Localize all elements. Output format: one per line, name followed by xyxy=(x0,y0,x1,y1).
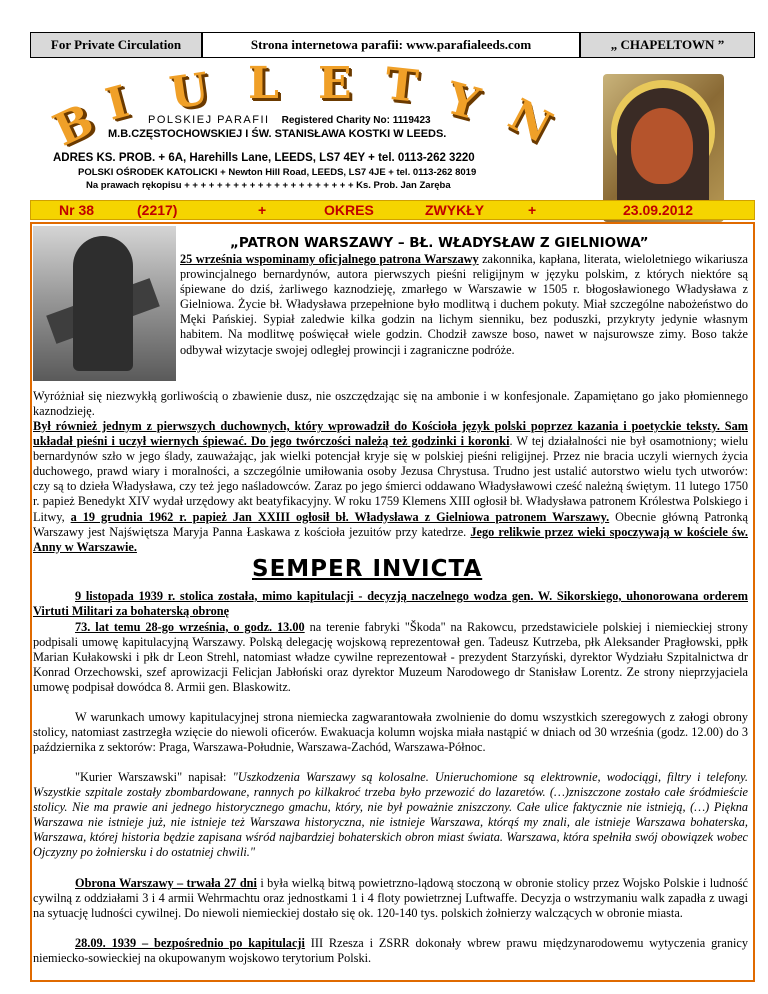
article-paragraph: 28.09. 1939 – bezpośrednio po kapitulacji III Rzesza i ZSRR dokonały wbrew prawu międzynarodowemu wytyczenia granicy niemiecko-sowieckiej na okupowanym wojskowo terytorium Polski. xyxy=(33,936,748,966)
article-paragraph: Był również jednym z pierwszych duchownych, który wprowadził do Kościoła język polski poprzez kazania i poetyckie teksty. Sam układał pieśni i uczył wiernych śpiewać. Do jego twórczości należą też godzinki i koronki. W tej działalności nie był osamotniony; wielu bernardynów szło w jego ślady, zauważając, jak wielki potencjał kryje się w polskiej pieśni religijnej. Przez nie bracia uczyli wiernych życia duchowego, prawd wiary i moralności, a szczególnie umiłowania osoby Jezusa Chrystusa. Trudno jest ustalić autorstwo wielu tych utworów: czy są to dzieła Władysława, czy też jego naśladowców. Zaraz po jego śmierci oddawano Władysławowi cześć należną świętym. 11 lutego 1750 r. papież Benedykt XIV wydał urzędowy akt beatyfikacyjny. W roku 1759 Klemens XIII ogłosił bł. Władysława patronem Królestwa Polskiego i Litwy, a 19 grudnia 1962 r. papież Jan XXIII ogłosił bł. Władysława z Gielniowa patronem Warszawy. Obecnie główną Patronką Warszawy jest Najświętsza Maryja Panna Łaskawa z kościoła jezuitów przy katedrze. Jego relikwie przez wieki spoczywają w kościele św. Anny w Warszawie. xyxy=(33,419,749,554)
chapeltown-label: „ CHAPELTOWN ” xyxy=(580,32,755,58)
top-bar xyxy=(30,32,755,58)
period-label: OKRES xyxy=(324,202,374,218)
article-paragraph: 9 listopada 1939 r. stolica została, mimo kapitulacji - decyzją naczelnego wodza gen. W. Sikorskiego, uhonorowana orderem Virtuti Militari za bohaterską obronę xyxy=(33,589,748,619)
article-paragraph: W warunkach umowy kapitulacyjnej strona niemiecka zagwarantowała zwolnienie do domu wszystkich szeregowych z załogi obrony stolicy, natomiast zastrzegła wzięcie do niewoli oficerów. Ewakuacja kolumn wojska miała nastąpić w dniach od 30 września (godz. 12.00) do 3 października z sektorów: Praga, Warszawa-Południe, Warszawa-Zachód, Warszawa-Północ. xyxy=(33,710,748,755)
band-separator: + xyxy=(528,202,537,218)
lead-emphasis: 25 września wspominamy oficjalnego patrona Warszawy xyxy=(180,252,479,266)
article-title: „PATRON WARSZAWY – BŁ. WŁADYSŁAW Z GIELNIOWA” xyxy=(230,235,649,251)
article-lead: 25 września wspominamy oficjalnego patrona Warszawy zakonnika, kapłana, literata, wieloletniego wikariusza prowincjalnego bernardynów, autora pierwszych pieśni religijnym w języku polskim, z których niektóre są śpiewane do dziś, żarliwego kaznodzieję, zmarłego w Warszawie w 1505 r. błogosławionego Władysława z Gielniowa. Życie bł. Władysława przepełnione było modlitwą i duchem pokuty. Miał szczególne nabożeństwo do Męki Pańskiej. Sypiał zaledwie kilka godzin na lichym sienniku, bez poduszki, przykryty jedynie własnym habitem. Na modlitwę poświęcał wiele godzin. Chodził zawsze boso, nawet w najsurowsze zimy. Boso także odbywał wizytacje swojej odległej prowincji i zagraniczne podróże. xyxy=(180,252,748,357)
website-label: Strona internetowa parafii: www.parafialeeds.com xyxy=(202,32,580,58)
article-paragraph: Obrona Warszawy – trwała 27 dni i była wielką bitwą powietrzno-lądową stoczoną w obronie stolicy przez Wojsko Polskie i ludność cywilną z oddziałami 3 i 4 armii Wehrmachtu oraz jednostkami 1 i 4 floty powietrznej Luftwaffe. Decyzja o wstrzymaniu walk zapadła z uwagi na sytuację ludności cywilnej. Do niewoli niemieckiej dostało się ok. 120-140 tys. polskich żołnierzy walczących w obronie miasta. xyxy=(33,876,748,921)
logo-letter: E xyxy=(318,58,352,109)
band-separator: + xyxy=(258,202,267,218)
address-line: ADRES KS. PROB. + 6A, Harehills Lane, LEEDS, LS7 4EY + tel. 0113-262 3220 xyxy=(53,152,475,164)
catholic-centre-line: POLSKI OŚRODEK KATOLICKI + Newton Hill Road, LEEDS, LS7 4JE + tel. 0113-262 8019 xyxy=(78,167,477,178)
issue-date: 23.09.2012 xyxy=(623,202,694,218)
parish-line xyxy=(148,114,431,126)
issue-sequence: (2217) xyxy=(137,202,178,218)
article-paragraph: "Kurier Warszawski" napisał: "Uszkodzenia Warszawy są kolosalne. Unieruchomione są elektrownie, wodociągi, filtry i telefony. Wszystkie szpitale zostały zbombardowane, rannych po kilkakroć trzeba było przewozić do lazaretów. (…)zniszczone zostało całe śródmieście stolicy. Nie ma prawie ani jednego historycznego gmachu, który, nie był poważnie zniszczony. Całe ulice faktycznie nie istnieją, (…) Piękna Warszawa nie istnieje już, nie istnieje też Warszawa historyczna, nie istnieje Warszawa, którąś my znali, ale istnieje Warszawa bohaterska, Warszawa, której historia będzie zapisana wśród najbardziej bohaterskich obron miast świata. Warszawa, która spełniła swój obowiązek wobec Ojczyzny po żołniersku i do ostatniej chwili." xyxy=(33,770,748,860)
war-photo xyxy=(33,226,176,381)
private-circulation-label: For Private Circulation xyxy=(30,32,202,58)
section-title: SEMPER INVICTA xyxy=(252,556,483,582)
article-paragraph: Wyróżniał się niezwykłą gorliwością o zbawienie dusz, nie oszczędzając się na ambonie i w konfesjonale. Zapamiętano go jako płomiennego kaznodzieję. xyxy=(33,389,748,419)
issue-band xyxy=(30,200,755,220)
charity-number: Registered Charity No: 1119423 xyxy=(281,115,431,126)
logo-letter: I xyxy=(100,76,134,131)
logo-letter: Y xyxy=(440,72,485,131)
parish-label: POLSKIEJ PARAFII xyxy=(148,114,270,126)
logo-letter: N xyxy=(500,89,560,154)
logo-letter: T xyxy=(382,58,421,113)
article-paragraph: 73. lat temu 28-go września, o godz. 13.00 na terenie fabryki "Škoda" na Rakowcu, przedstawiciele polskiej i niemieckiej strony podpisali umowę kapitulacyjną Warszawy. Polską delegację wojskową reprezentował gen. Tadeusz Kutrzeba, płk Aleksander Pragłowski, ppłk Marian Kułakowski i płk dr Leon Strehl, natomiast władze cywilne reprezentował - prezydent Starzyński, dyrektor Wydziału Szpitalnictwa dr Konrad Orzechowski, szef aprowizacji Felicjan Jabłoński oraz dyrektor Muzeum Narodowego dr Stanisław Lorentz. Ze strony nieprzyjaciela umowę podpisał dowódca 8. Armii gen. Blaskowitz. xyxy=(33,620,748,695)
period-type: ZWYKŁY xyxy=(425,202,485,218)
issue-number: Nr 38 xyxy=(59,202,95,218)
logo-letter: U xyxy=(166,63,212,120)
parish-priest-line: Na prawach rękopisu + + + + + + + + + + + + + + + + + + + + + Ks. Prob. Jan Zaręba xyxy=(86,180,451,191)
logo-letter: B xyxy=(45,94,102,157)
parish-name: M.B.CZĘSTOCHOWSKIEJ I ŚW. STANISŁAWA KOSTKI W LEEDS. xyxy=(108,128,447,140)
logo-letter: L xyxy=(248,58,279,109)
